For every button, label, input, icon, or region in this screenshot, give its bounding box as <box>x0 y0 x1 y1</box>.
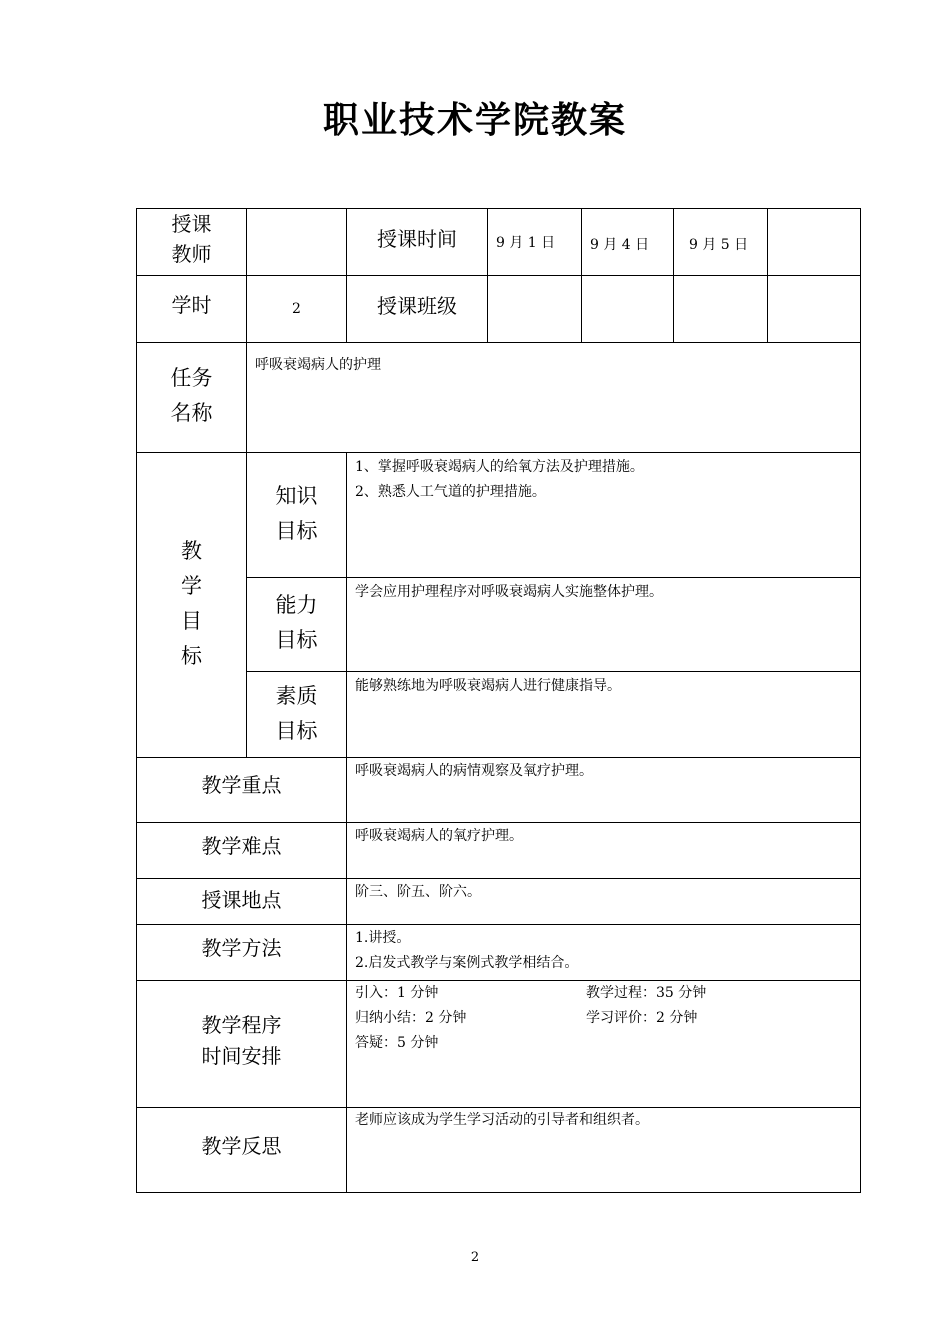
date-3: 9 月 5 日 <box>689 237 749 253</box>
schedule-summary: 归纳小结：2 分钟 <box>355 1010 467 1026</box>
location-label: 授课地点 <box>201 888 282 912</box>
objectives-char-2: 学 <box>181 574 202 598</box>
knowledge-label-line1: 知识 <box>275 484 318 508</box>
key-points-value-cell <box>346 757 861 823</box>
date-1: 9 月 1 日 <box>496 235 556 251</box>
knowledge-item-2: 2、熟悉人工气道的护理措施。 <box>355 484 546 500</box>
methods-value-cell <box>346 924 861 981</box>
teacher-label-line1: 授课 <box>171 212 212 236</box>
date-2: 9 月 4 日 <box>590 237 650 253</box>
location-text: 阶三、阶五、阶六。 <box>355 884 481 900</box>
ability-label-line1: 能力 <box>275 593 318 617</box>
date-cell-3 <box>673 208 768 276</box>
quality-label-line1: 素质 <box>275 684 318 708</box>
task-label-line2: 名称 <box>170 401 213 425</box>
class-cell-2 <box>581 275 674 343</box>
time-label: 授课时间 <box>377 227 457 251</box>
objectives-char-3: 目 <box>181 609 202 633</box>
methods-item-2: 2.启发式教学与案例式教学相结合。 <box>355 955 579 971</box>
document-title: 职业技术学院教案 <box>322 100 627 141</box>
methods-label: 教学方法 <box>201 936 282 960</box>
teacher-label-line2: 教师 <box>171 242 212 266</box>
schedule-label-line2: 时间安排 <box>201 1044 282 1068</box>
ability-label-line2: 目标 <box>275 628 318 652</box>
date-cell-4 <box>767 208 861 276</box>
objectives-char-4: 标 <box>181 644 202 668</box>
difficulties-text: 呼吸衰竭病人的氧疗护理。 <box>355 828 523 844</box>
key-points-label: 教学重点 <box>201 773 282 797</box>
task-label-line1: 任务 <box>170 366 213 390</box>
quality-text: 能够熟练地为呼吸衰竭病人进行健康指导。 <box>355 678 621 694</box>
class-label: 授课班级 <box>377 294 457 318</box>
knowledge-value-cell <box>346 452 861 578</box>
date-cell-2 <box>581 208 674 276</box>
objectives-label-cell <box>136 452 247 758</box>
schedule-label-line1: 教学程序 <box>201 1013 282 1037</box>
reflection-value-cell <box>346 1107 861 1193</box>
quality-label-line2: 目标 <box>275 719 318 743</box>
objectives-char-1: 教 <box>181 539 202 563</box>
schedule-value-cell <box>346 980 861 1108</box>
task-value-cell <box>246 342 861 453</box>
hours-label: 学时 <box>171 293 212 317</box>
task-name: 呼吸衰竭病人的护理 <box>255 357 381 373</box>
page-number: 2 <box>470 1250 480 1265</box>
reflection-text: 老师应该成为学生学习活动的引导者和组织者。 <box>355 1112 649 1128</box>
teacher-value-cell <box>246 208 347 276</box>
methods-item-1: 1.讲授。 <box>355 930 411 946</box>
key-points-text: 呼吸衰竭病人的病情观察及氧疗护理。 <box>355 763 593 779</box>
difficulties-value-cell <box>346 822 861 879</box>
quality-value-cell <box>346 671 861 758</box>
hours-value: 2 <box>292 301 301 317</box>
class-cell-4 <box>767 275 861 343</box>
class-cell-1 <box>487 275 582 343</box>
date-cell-1 <box>487 208 582 276</box>
schedule-evaluation: 学习评价：2 分钟 <box>586 1010 698 1026</box>
knowledge-label-cell <box>246 452 347 578</box>
ability-value-cell <box>346 577 861 672</box>
difficulties-label: 教学难点 <box>201 834 282 858</box>
schedule-intro: 引入：1 分钟 <box>355 985 439 1001</box>
schedule-qa: 答疑：5 分钟 <box>355 1035 439 1051</box>
schedule-process: 教学过程：35 分钟 <box>586 985 707 1001</box>
class-cell-3 <box>673 275 768 343</box>
location-value-cell <box>346 878 861 925</box>
knowledge-item-1: 1、掌握呼吸衰竭病人的给氧方法及护理措施。 <box>355 459 644 475</box>
knowledge-label-line2: 目标 <box>275 519 318 543</box>
ability-text: 学会应用护理程序对呼吸衰竭病人实施整体护理。 <box>355 584 663 600</box>
reflection-label: 教学反思 <box>201 1134 282 1158</box>
